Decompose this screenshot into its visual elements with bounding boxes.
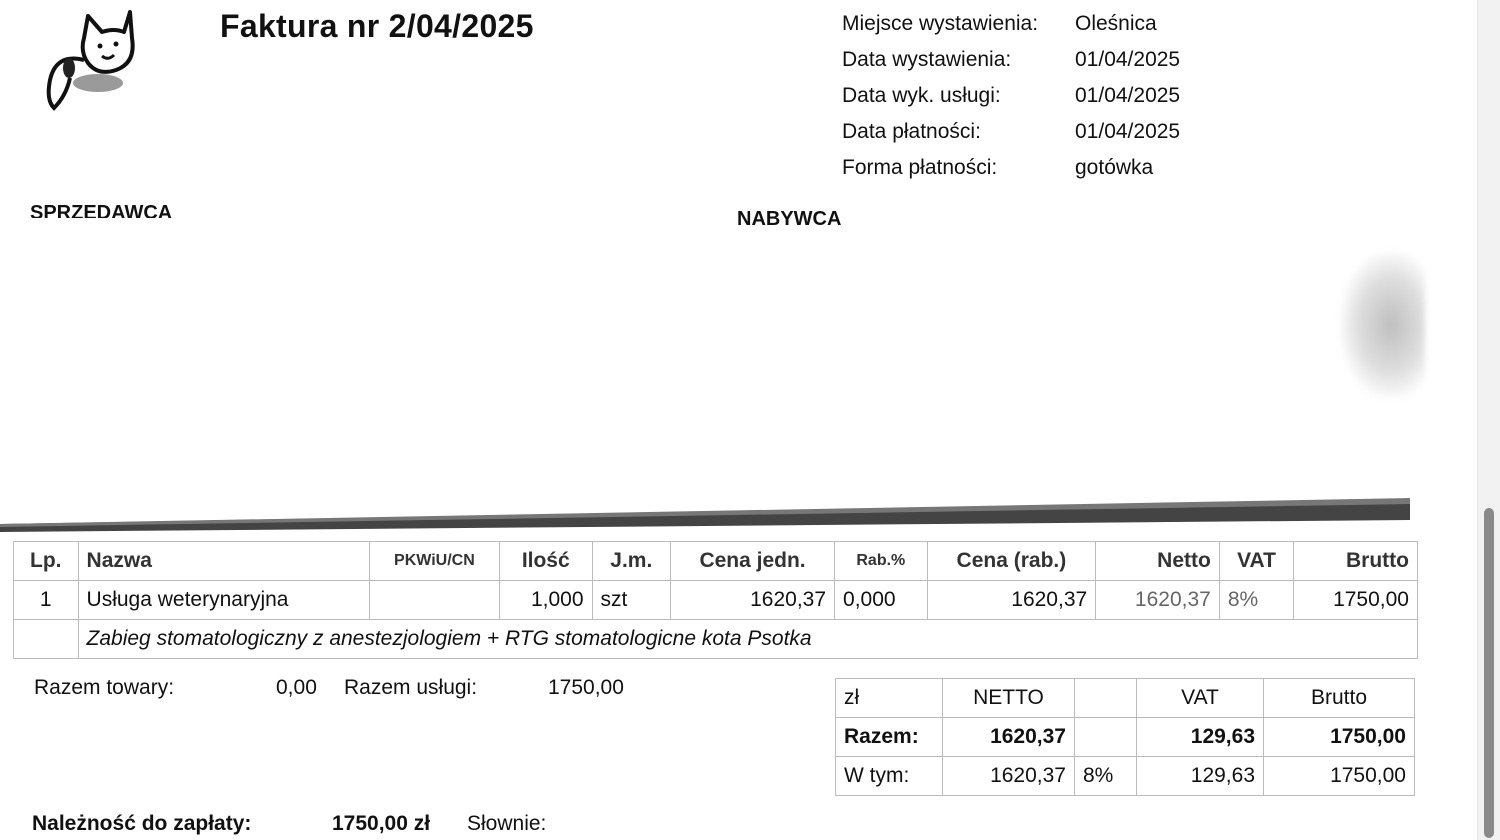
summary-breakdown-netto: 1620,37 (943, 757, 1075, 796)
summary-header-row (836, 679, 1415, 718)
summary-brutto-header: Brutto (1264, 679, 1415, 718)
meta-label: Miejsce wystawienia: (842, 12, 1039, 35)
meta-row (842, 114, 1180, 150)
col-lp: Lp. (14, 542, 79, 581)
table-row (14, 581, 1418, 620)
amount-due-label: Należność do zapłaty: (32, 812, 252, 835)
cell-netto: 1620,37 (1096, 581, 1220, 620)
meta-row (842, 150, 1180, 186)
summary-total-row (836, 718, 1415, 757)
cell-qty: 1,000 (499, 581, 592, 620)
scan-shadow (1340, 252, 1425, 398)
goods-total-label: Razem towary: (34, 676, 175, 699)
cell-pkwiu (369, 581, 499, 620)
services-total-value: 1750,00 (548, 676, 624, 699)
summary-total-rate (1075, 718, 1137, 757)
col-vat: VAT (1219, 542, 1293, 581)
col-qty: Ilość (499, 542, 592, 581)
seller-heading: SPRZEDAWCA (30, 202, 173, 218)
summary-vat-header: VAT (1137, 679, 1264, 718)
meta-value: 01/04/2025 (1075, 48, 1181, 71)
meta-row (842, 6, 1180, 42)
col-rab: Rab.% (835, 542, 928, 581)
summary-breakdown-label: W tym: (836, 757, 943, 796)
amount-in-words-label: Słownie: (467, 812, 547, 835)
invoice-meta (842, 6, 1180, 186)
vat-summary-table (835, 678, 1415, 796)
invoice-title: Faktura nr 2/04/2025 (220, 8, 534, 44)
description-row (14, 620, 1418, 659)
col-pkwiu: PKWiU/CN (369, 542, 499, 581)
col-price-rab: Cena (rab.) (927, 542, 1096, 581)
meta-value: 01/04/2025 (1075, 120, 1181, 143)
meta-value: gotówka (1075, 156, 1154, 179)
scrollbar-track[interactable] (1477, 0, 1500, 840)
col-netto: Netto (1096, 542, 1220, 581)
col-brutto: Brutto (1294, 542, 1418, 581)
items-table (13, 541, 1418, 659)
meta-label: Data płatności: (842, 120, 981, 143)
col-price: Cena jedn. (671, 542, 835, 581)
meta-value: 01/04/2025 (1075, 84, 1181, 107)
summary-total-netto: 1620,37 (943, 718, 1075, 757)
item-description: Zabieg stomatologiczny z anestezjologiem + RTG stomatologicne kota Psotka (78, 620, 1417, 659)
cell-name: Usługa weterynaryjna (78, 581, 369, 620)
summary-breakdown-rate: 8% (1075, 757, 1137, 796)
meta-label: Forma płatności: (842, 156, 998, 179)
amount-due-value: 1750,00 zł (332, 812, 431, 835)
services-total-label: Razem usługi: (344, 676, 478, 699)
meta-label: Data wystawienia: (842, 48, 1012, 71)
summary-total-label: Razem: (836, 718, 943, 757)
meta-row (842, 78, 1180, 114)
cat-logo-icon (36, 8, 136, 118)
summary-breakdown-vat: 129,63 (1137, 757, 1264, 796)
meta-row (842, 42, 1180, 78)
summary-breakdown-row (836, 757, 1415, 796)
cell-lp: 1 (14, 581, 79, 620)
buyer-heading: NABYWCA (737, 208, 842, 230)
col-unit: J.m. (592, 542, 671, 581)
cell-brutto: 1750,00 (1294, 581, 1418, 620)
cell-unit: szt (592, 581, 671, 620)
meta-label: Data wyk. usługi: (842, 84, 1001, 107)
goods-total-value: 0,00 (276, 676, 317, 699)
summary-rate-header (1075, 679, 1137, 718)
summary-currency: zł (836, 679, 943, 718)
scrollbar-thumb[interactable] (1484, 508, 1494, 838)
cell-empty (14, 620, 79, 659)
summary-total-brutto: 1750,00 (1264, 718, 1415, 757)
cell-price: 1620,37 (671, 581, 835, 620)
meta-value: Oleśnica (1075, 12, 1157, 35)
cell-rab: 0,000 (835, 581, 928, 620)
cell-price-rab: 1620,37 (927, 581, 1096, 620)
paper-fold-edge (0, 480, 1410, 540)
cell-vat: 8% (1219, 581, 1293, 620)
items-header-row (14, 542, 1418, 581)
summary-netto-header: NETTO (943, 679, 1075, 718)
summary-total-vat: 129,63 (1137, 718, 1264, 757)
summary-breakdown-brutto: 1750,00 (1264, 757, 1415, 796)
col-name: Nazwa (78, 542, 369, 581)
